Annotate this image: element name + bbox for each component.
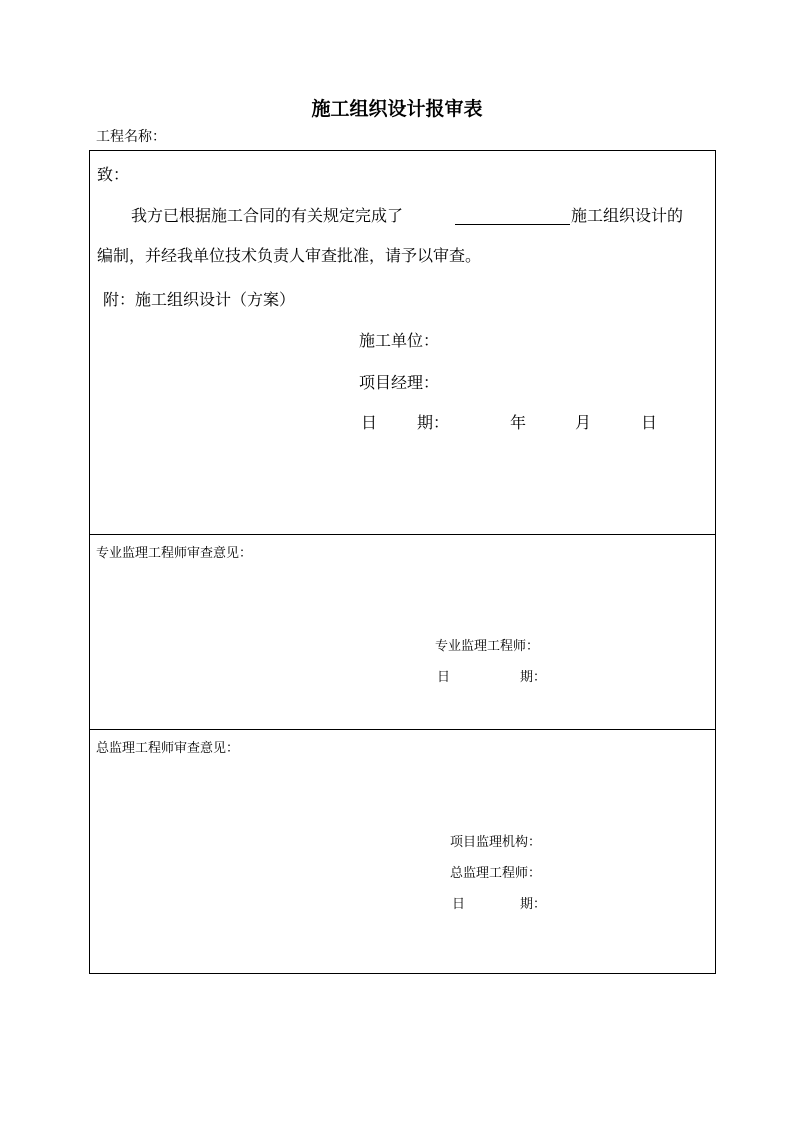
attachment-text: 附：施工组织设计（方案） — [103, 290, 296, 309]
submission-text-line2: 编制，并经我单位技术负责人审查批准，请予以审查。 — [97, 246, 482, 265]
date-label-ri: 日 — [437, 670, 451, 685]
date-label-qi: 期： — [520, 897, 547, 912]
date-label-ri: 日 — [361, 413, 378, 432]
section-divider — [90, 534, 715, 535]
date-label-qi: 期： — [520, 670, 547, 685]
chief-engineer-label: 总监理工程师： — [450, 866, 542, 881]
date-label-ri: 日 — [452, 897, 466, 912]
project-name-label: 工程名称： — [96, 129, 166, 145]
submission-text-part1: 我方已根据施工合同的有关规定完成了 — [131, 206, 404, 225]
project-manager-label: 项目经理： — [359, 373, 440, 392]
supervision-org-label: 项目监理机构： — [450, 835, 542, 850]
design-name-blank[interactable] — [455, 224, 570, 225]
section-divider — [90, 729, 715, 730]
date-year-label: 年 — [510, 413, 527, 432]
date-month-label: 月 — [575, 413, 592, 432]
form-title: 施工组织设计报审表 — [311, 98, 483, 120]
to-label: 致： — [97, 165, 130, 184]
chief-opinion-label: 总监理工程师审查意见： — [96, 741, 240, 756]
specialist-opinion-label: 专业监理工程师审查意见： — [96, 546, 253, 561]
date-label-qi: 期： — [417, 413, 450, 432]
contractor-label: 施工单位： — [359, 331, 440, 350]
submission-text-part2: 施工组织设计的 — [571, 206, 684, 225]
form-table — [89, 150, 716, 974]
specialist-engineer-label: 专业监理工程师： — [435, 639, 540, 654]
date-day-label: 日 — [641, 413, 658, 432]
